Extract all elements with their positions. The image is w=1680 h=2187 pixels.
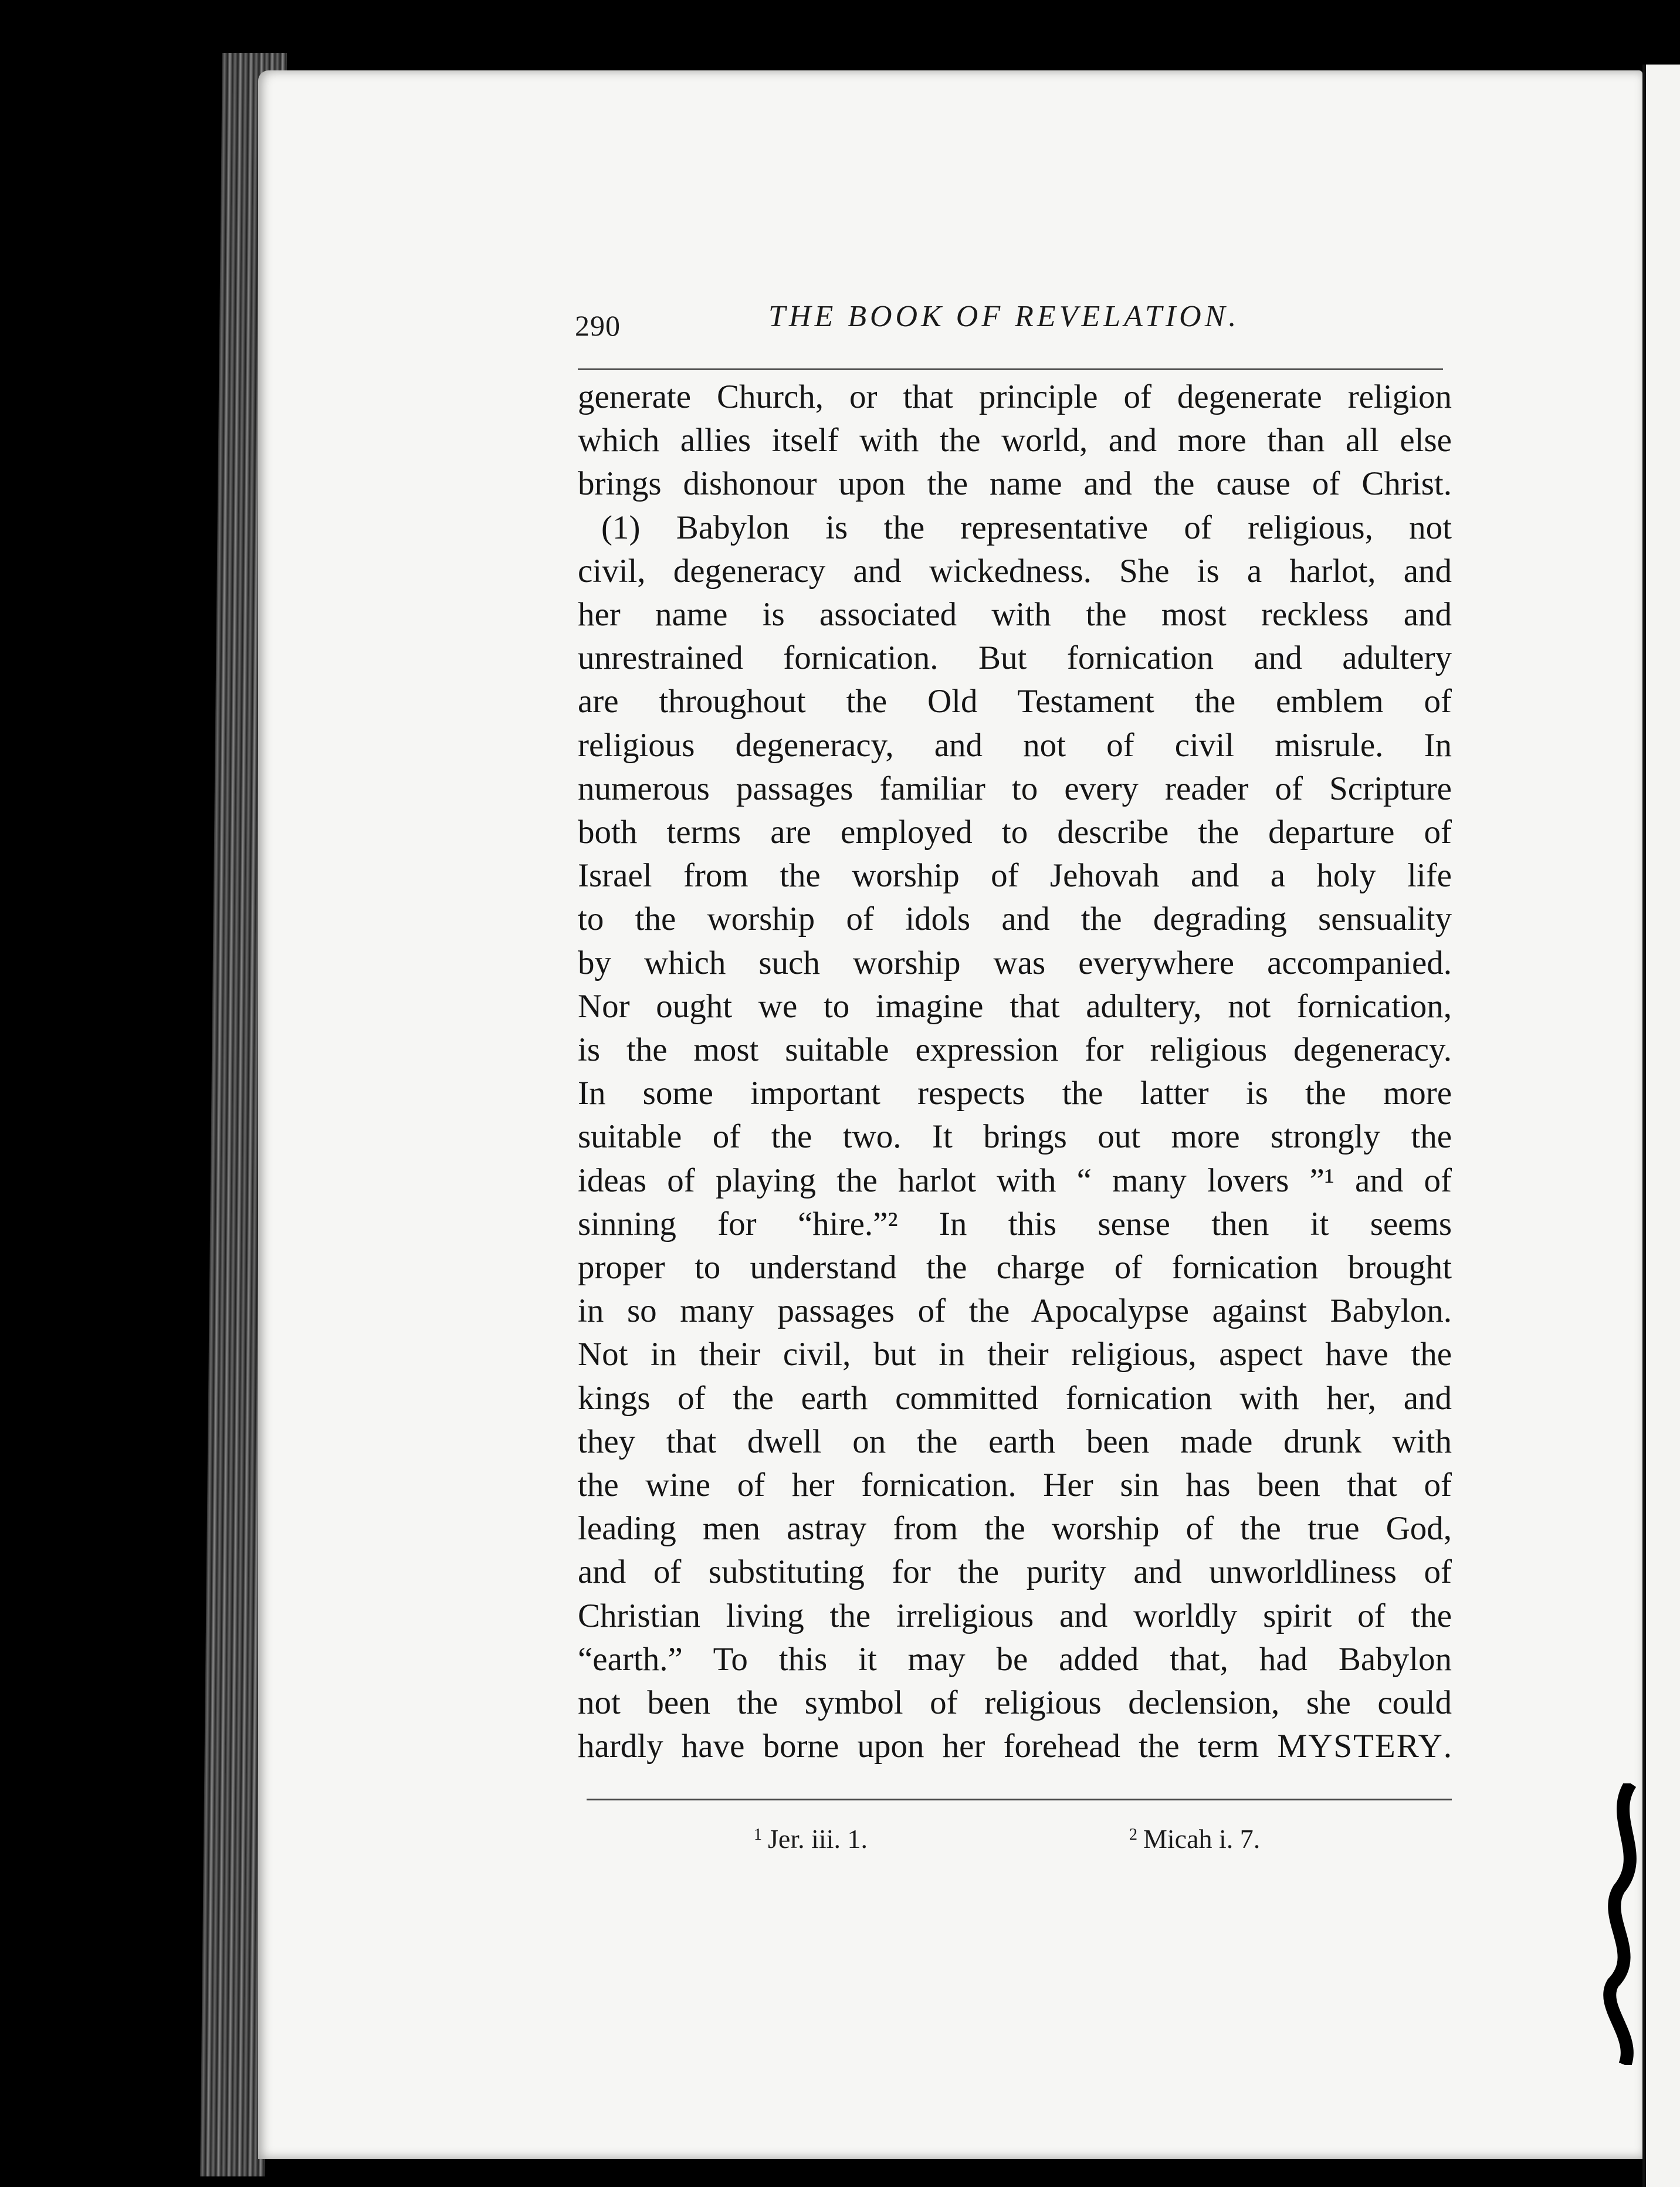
body-line: the wine of her fornication. Her sin has been that of bbox=[578, 1467, 1452, 1504]
last-line-text: hardly have borne upon her forehead the term bbox=[578, 1728, 1278, 1765]
body-line: which allies itself with the world, and more than all else bbox=[578, 422, 1452, 459]
body-line: brings dishonour upon the name and the cause of Christ. bbox=[578, 465, 1452, 503]
running-title: THE BOOK OF REVELATION. bbox=[768, 300, 1240, 333]
body-line: “earth.” To this it may be added that, had Babylon bbox=[578, 1640, 1452, 1678]
body-line: suitable of the two. It brings out more strongly the bbox=[578, 1118, 1452, 1156]
binding-tear-mark bbox=[1596, 1783, 1666, 2065]
footnote-rule bbox=[587, 1799, 1452, 1800]
body-line: is the most suitable expression for religious degeneracy. bbox=[578, 1031, 1452, 1069]
mystery-smallcaps: MYSTERY bbox=[1277, 1728, 1444, 1765]
body-line: Christian living the irreligious and worldly spirit of the bbox=[578, 1597, 1452, 1634]
body-line: by which such worship was everywhere accompanied. bbox=[578, 944, 1452, 981]
body-line: (1) Babylon is the representative of religious, not bbox=[601, 509, 1452, 546]
body-line: leading men astray from the worship of the true God, bbox=[578, 1510, 1452, 1548]
body-line: Not in their civil, but in their religious, aspect have the bbox=[578, 1336, 1452, 1373]
body-line: proper to understand the charge of fornication brought bbox=[578, 1249, 1452, 1287]
body-line: unrestrained fornication. But fornication and adultery bbox=[578, 639, 1452, 677]
body-line: not been the symbol of religious declension, she could bbox=[578, 1684, 1452, 1722]
body-line: both terms are employed to describe the departure of bbox=[578, 814, 1452, 851]
body-line: kings of the earth committed fornication with her, and bbox=[578, 1379, 1452, 1417]
body-line: her name is associated with the most reckless and bbox=[578, 596, 1452, 634]
body-line: generate Church, or that principle of degenerate religion bbox=[578, 378, 1452, 415]
body-text bbox=[578, 375, 1452, 1769]
body-line: and of substituting for the purity and unworldliness of bbox=[578, 1553, 1452, 1591]
body-line: Nor ought we to imagine that adultery, not fornication, bbox=[578, 987, 1452, 1025]
header-rule bbox=[578, 368, 1443, 370]
body-line: civil, degeneracy and wickedness. She is a harlot, and bbox=[578, 552, 1452, 590]
last-line-period: . bbox=[1443, 1728, 1452, 1765]
body-line: religious degeneracy, and not of civil misrule. In bbox=[578, 726, 1452, 764]
page-number: 290 bbox=[575, 309, 621, 342]
body-line: they that dwell on the earth been made drunk with bbox=[578, 1423, 1452, 1460]
body-line: in so many passages of the Apocalypse against Babylon. bbox=[578, 1292, 1452, 1330]
footnote-2 bbox=[1129, 1823, 1260, 1854]
body-last-line bbox=[578, 1725, 1452, 1768]
body-line: to the worship of idols and the degrading sensuality bbox=[578, 900, 1452, 938]
body-line: In some important respects the latter is the more bbox=[578, 1075, 1452, 1112]
footnote-text: Jer. iii. 1. bbox=[768, 1824, 868, 1854]
footnote-text: Micah i. 7. bbox=[1143, 1824, 1261, 1854]
body-line: numerous passages familiar to every reader of Scripture bbox=[578, 770, 1452, 807]
body-line: are throughout the Old Testament the emblem of bbox=[578, 683, 1452, 720]
body-line: ideas of playing the harlot with “ many lovers ”¹ and of bbox=[578, 1162, 1452, 1199]
body-line: Israel from the worship of Jehovah and a holy life bbox=[578, 857, 1452, 895]
footnote-marker: 1 bbox=[754, 1826, 762, 1844]
footnote-1 bbox=[754, 1823, 868, 1854]
body-line: sinning for “hire.”² In this sense then it seems bbox=[578, 1205, 1452, 1243]
footnote-marker: 2 bbox=[1129, 1826, 1137, 1844]
